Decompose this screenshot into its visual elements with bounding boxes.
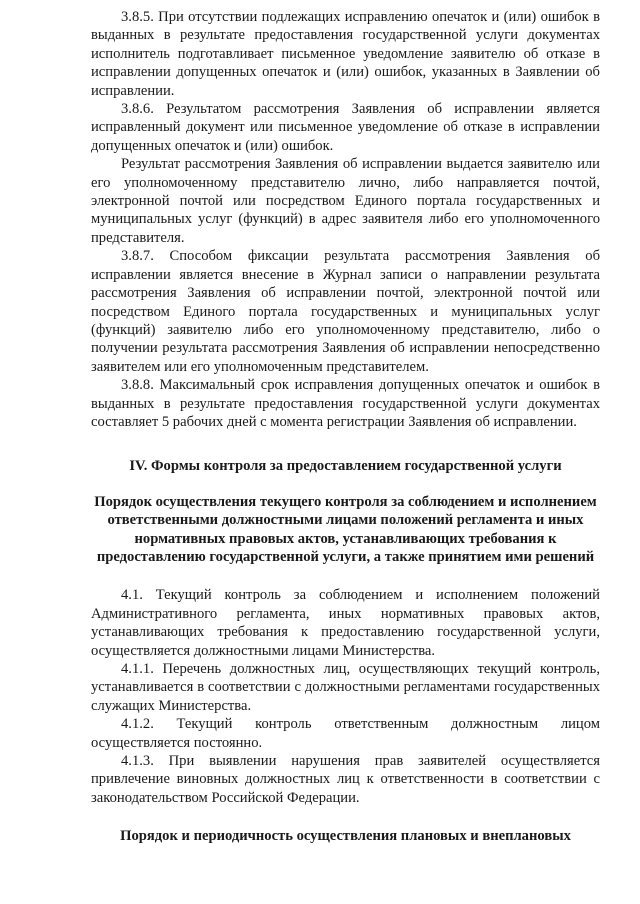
- paragraph-result-delivery: Результат рассмотрения Заявления об исправлении выдается заявителю или его уполномоченному представителю лично, либо направляется почтой, электронной почтой или посредством Единого портала государственных и муниципальных услуг (функций) в адрес заявителя либо его уполномоченного представителя.: [91, 156, 600, 246]
- paragraph-3-8-8: 3.8.8. Максимальный срок исправления допущенных опечаток и ошибок в выданных в результате предоставления государственной услуги документах составляет 5 рабочих дней с момента регистрации Заявления об исправлении.: [91, 377, 600, 430]
- paragraph-3-8-5: 3.8.5. При отсутствии подлежащих исправлению опечаток и (или) ошибок в выданных в результате предоставления государственной услуги документах исполнитель подготавливает письменное уведомление заявителю об отказе в исправлении допущенных опечаток и (или) ошибок, указанных в Заявлении об исправлении.: [91, 9, 600, 99]
- spacer: [91, 566, 600, 586]
- paragraph-4-1-3: 4.1.3. При выявлении нарушения прав заявителей осуществляется привлечение виновных должностных лиц к ответственности в соответствии с законодательством Российской Федерации.: [91, 753, 600, 806]
- spacer: [91, 807, 600, 827]
- next-section-heading: Порядок и периодичность осуществления плановых и внеплановых: [120, 828, 571, 845]
- paragraph-4-1-2: 4.1.2. Текущий контроль ответственным должностным лицом осуществляется постоянно.: [91, 716, 600, 751]
- spacer: [91, 431, 600, 457]
- paragraph-3-8-7: 3.8.7. Способом фиксации результата рассмотрения Заявления об исправлении является внесение в Журнал записи о направлении результата рассмотрения Заявления об исправлении почтой, электронной почтой или посредством Единого портала государственных и муниципальных услуг (функций) заявителю либо его уполномоченному представителю, либо о получении результата рассмотрения Заявления об исправлении непосредственно заявителем или его уполномоченным представителем.: [91, 248, 600, 375]
- paragraph-4-1-1: 4.1.1. Перечень должностных лиц, осуществляющих текущий контроль, устанавливается в соответствии с должностными регламентами государственных служащих Министерства.: [91, 661, 600, 714]
- paragraph-4-1: 4.1. Текущий контроль за соблюдением и исполнением положений Административного регламента, иных нормативных правовых актов, устанавливающих требования к предоставлению государственной услуги, осуществляется должностными лицами Министерства.: [91, 587, 600, 659]
- spacer: [91, 476, 600, 493]
- section-heading: IV. Формы контроля за предоставлением государственной услуги: [129, 458, 562, 475]
- subsection-heading: Порядок осуществления текущего контроля за соблюдением и исполнением ответственными должностными лицами положений регламента и иных нормативных правовых актов, устанавливающих требования к предоставлению государственной услуги, а также принятием ими решений: [94, 493, 597, 565]
- paragraph-3-8-6: 3.8.6. Результатом рассмотрения Заявления об исправлении является исправленный документ или письменное уведомление об отказе в исправлении допущенных опечаток и (или) ошибок.: [91, 101, 600, 154]
